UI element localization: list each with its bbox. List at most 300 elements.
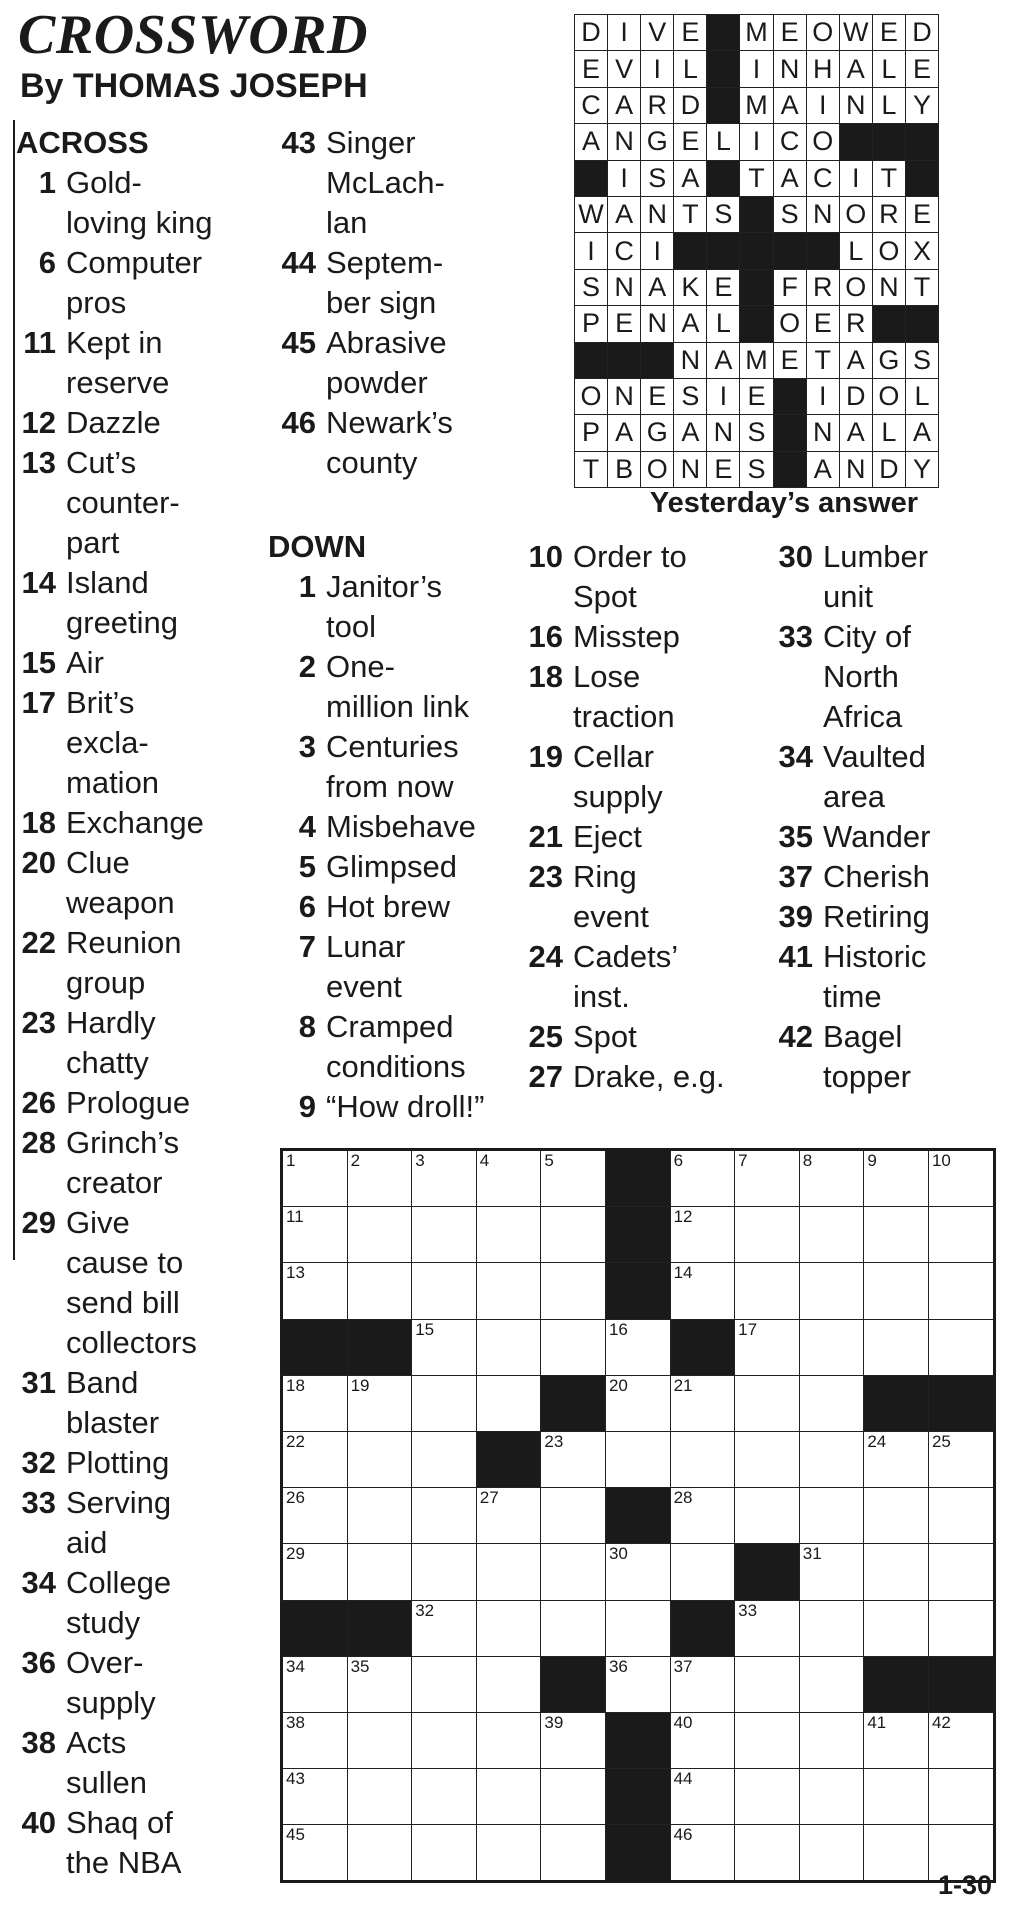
clue-number: 14 — [21, 565, 56, 600]
grid-cell[interactable] — [670, 1825, 735, 1882]
grid-cell[interactable] — [412, 1207, 477, 1263]
clue-line: Cellar — [573, 739, 654, 774]
yesterday-letter-cell: I — [806, 378, 839, 414]
black-cell — [282, 1319, 348, 1375]
grid-cell[interactable] — [928, 1544, 994, 1600]
cell-number: 11 — [286, 1207, 304, 1227]
yesterday-letter-cell: E — [740, 378, 773, 414]
yesterday-letter-cell: A — [575, 124, 608, 160]
yesterday-letter-cell: E — [608, 306, 641, 342]
yesterday-black-cell — [641, 342, 674, 378]
cell-number: 5 — [544, 1151, 554, 1170]
grid-cell[interactable] — [735, 1488, 800, 1544]
clue-text — [823, 897, 930, 937]
yesterday-letter-cell: A — [641, 269, 674, 305]
clue-line: Abrasive — [326, 325, 447, 360]
grid-cell[interactable] — [476, 1319, 541, 1375]
black-cell — [735, 1544, 800, 1600]
grid-cell[interactable] — [412, 1150, 477, 1207]
grid-cell[interactable] — [476, 1263, 541, 1319]
yesterday-black-cell — [740, 269, 773, 305]
grid-cell[interactable] — [670, 1712, 735, 1768]
yesterday-letter-cell: S — [740, 415, 773, 451]
grid-cell[interactable] — [282, 1769, 348, 1825]
grid-cell[interactable] — [864, 1431, 929, 1487]
across-heading: ACROSS — [16, 125, 149, 160]
yesterday-letter-cell: N — [806, 196, 839, 232]
grid-cell[interactable] — [735, 1263, 800, 1319]
yesterday-letter-cell: A — [806, 451, 839, 487]
clue-number: 40 — [21, 1805, 56, 1840]
clue-line: from now — [326, 769, 454, 804]
grid-cell[interactable] — [735, 1600, 800, 1656]
grid-cell[interactable] — [282, 1488, 348, 1544]
cell-number: 40 — [673, 1712, 693, 1732]
grid-cell[interactable] — [541, 1825, 606, 1882]
grid-cell[interactable] — [735, 1319, 800, 1375]
grid-cell[interactable] — [605, 1544, 670, 1600]
yesterday-letter-cell: G — [641, 124, 674, 160]
grid-cell[interactable] — [541, 1263, 606, 1319]
yesterday-black-cell — [872, 124, 905, 160]
clue-line: Reunion — [66, 925, 182, 960]
clue-line: blaster — [66, 1405, 160, 1440]
cell-number: 12 — [673, 1207, 693, 1227]
yesterday-letter-cell: K — [674, 269, 707, 305]
grid-cell[interactable] — [670, 1769, 735, 1825]
clue-line: Retiring — [823, 899, 930, 934]
grid-cell[interactable] — [735, 1375, 800, 1431]
cell-number: 38 — [286, 1712, 305, 1732]
grid-cell[interactable] — [799, 1600, 864, 1656]
clue-line: City of — [823, 619, 911, 654]
clue-line: Dazzle — [66, 405, 161, 440]
grid-cell[interactable] — [541, 1150, 606, 1207]
grid-cell[interactable] — [476, 1150, 541, 1207]
grid-cell[interactable] — [735, 1656, 800, 1712]
clue-text — [66, 403, 161, 443]
cell-number: 7 — [738, 1151, 748, 1170]
grid-cell[interactable] — [799, 1375, 864, 1431]
grid-cell[interactable] — [347, 1488, 412, 1544]
grid-cell[interactable] — [476, 1825, 541, 1882]
clue-text — [66, 1483, 171, 1563]
clue-text — [326, 323, 447, 403]
clue-text — [326, 647, 469, 727]
grid-cell[interactable] — [799, 1769, 864, 1825]
clue-line: million link — [326, 689, 469, 724]
grid-cell[interactable] — [412, 1600, 477, 1656]
yesterday-letter-cell: T — [575, 451, 608, 487]
grid-cell[interactable] — [412, 1769, 477, 1825]
grid-cell[interactable] — [928, 1431, 994, 1487]
yesterday-letter-cell: D — [674, 87, 707, 123]
cell-number: 1 — [286, 1151, 296, 1170]
black-cell — [541, 1375, 606, 1431]
grid-cell[interactable] — [864, 1319, 929, 1375]
grid-cell[interactable] — [928, 1263, 994, 1319]
grid-cell[interactable] — [347, 1207, 412, 1263]
clue-text — [573, 857, 649, 937]
clue-number: 7 — [298, 929, 316, 964]
clue-line: excla- — [66, 725, 149, 760]
cell-number: 41 — [867, 1712, 887, 1732]
yesterday-letter-cell: O — [806, 15, 839, 51]
grid-cell[interactable] — [347, 1712, 412, 1768]
grid-cell[interactable] — [928, 1600, 994, 1656]
grid-cell[interactable] — [735, 1150, 800, 1207]
grid-cell[interactable] — [799, 1656, 864, 1712]
grid-cell[interactable] — [412, 1375, 477, 1431]
grid-cell[interactable] — [928, 1319, 994, 1375]
cell-number: 13 — [286, 1263, 305, 1283]
grid-cell[interactable] — [670, 1263, 735, 1319]
grid-cell[interactable] — [928, 1712, 994, 1768]
clue-number: 6 — [38, 245, 56, 280]
yesterday-black-cell — [740, 196, 773, 232]
yesterday-letter-cell: O — [872, 378, 905, 414]
yesterday-letter-cell: Y — [905, 87, 938, 123]
clue-line: Brit’s — [66, 685, 135, 720]
clue-line: the NBA — [66, 1845, 182, 1880]
grid-cell[interactable] — [864, 1150, 929, 1207]
yesterday-letter-cell: M — [740, 15, 773, 51]
clue-number: 19 — [528, 739, 563, 774]
clue-line: Over- — [66, 1645, 144, 1680]
clue-number: 13 — [21, 445, 56, 480]
yesterday-letter-cell: N — [872, 269, 905, 305]
grid-cell[interactable] — [605, 1656, 670, 1712]
grid-cell[interactable] — [412, 1488, 477, 1544]
clue-number: 3 — [298, 729, 316, 764]
grid-cell[interactable] — [282, 1712, 348, 1768]
grid-cell[interactable] — [670, 1656, 735, 1712]
clue-line: Grinch’s — [66, 1125, 180, 1160]
grid-cell[interactable] — [864, 1263, 929, 1319]
clue-line: Computer — [66, 245, 203, 280]
clue-line: aid — [66, 1525, 108, 1560]
yesterday-letter-cell: D — [839, 378, 872, 414]
grid-cell[interactable] — [799, 1544, 864, 1600]
yesterday-letter-cell: S — [575, 269, 608, 305]
grid-cell[interactable] — [412, 1544, 477, 1600]
clue-line: Janitor’s — [326, 569, 443, 604]
yesterday-letter-cell: B — [608, 451, 641, 487]
grid-cell[interactable] — [412, 1712, 477, 1768]
clue-text — [823, 857, 930, 897]
clue-text — [823, 537, 928, 617]
grid-cell[interactable] — [605, 1319, 670, 1375]
grid-cell[interactable] — [476, 1769, 541, 1825]
grid-cell[interactable] — [799, 1431, 864, 1487]
grid-cell[interactable] — [476, 1207, 541, 1263]
yesterday-letter-cell: R — [872, 196, 905, 232]
grid-cell[interactable] — [412, 1431, 477, 1487]
grid-cell[interactable] — [928, 1488, 994, 1544]
clue-line: Septem- — [326, 245, 444, 280]
cell-number: 39 — [544, 1712, 564, 1732]
grid-cell[interactable] — [605, 1600, 670, 1656]
grid-cell[interactable] — [541, 1544, 606, 1600]
grid-cell[interactable] — [347, 1656, 412, 1712]
yesterday-letter-cell: O — [839, 196, 872, 232]
grid-cell[interactable] — [541, 1319, 606, 1375]
clue-line: Shaq of — [66, 1805, 173, 1840]
yesterday-letter-cell: Y — [905, 451, 938, 487]
grid-cell[interactable] — [670, 1150, 735, 1207]
clue-number: 29 — [21, 1205, 56, 1240]
grid-cell[interactable] — [799, 1207, 864, 1263]
yesterday-letter-cell: N — [608, 124, 641, 160]
grid-cell[interactable] — [541, 1712, 606, 1768]
grid-cell[interactable] — [799, 1319, 864, 1375]
clue-line: Africa — [823, 699, 903, 734]
grid-cell[interactable] — [670, 1544, 735, 1600]
clue-line: county — [326, 445, 418, 480]
black-cell — [347, 1600, 412, 1656]
grid-cell[interactable] — [282, 1263, 348, 1319]
grid-cell[interactable] — [476, 1656, 541, 1712]
yesterday-letter-cell: V — [608, 51, 641, 87]
cell-number: 25 — [931, 1431, 951, 1451]
grid-cell[interactable] — [670, 1488, 735, 1544]
grid-cell[interactable] — [282, 1150, 348, 1207]
grid-cell[interactable] — [864, 1600, 929, 1656]
yesterday-letter-cell: S — [674, 378, 707, 414]
clue-number: 34 — [778, 739, 813, 774]
yesterday-letter-cell: T — [674, 196, 707, 232]
clue-number: 16 — [528, 619, 563, 654]
grid-cell[interactable] — [282, 1656, 348, 1712]
grid-cell[interactable] — [282, 1375, 348, 1431]
cell-number: 15 — [415, 1319, 435, 1339]
yesterday-letter-cell: E — [674, 124, 707, 160]
clue-line: Wander — [823, 819, 931, 854]
grid-cell[interactable] — [735, 1712, 800, 1768]
black-cell — [476, 1431, 541, 1487]
grid-cell[interactable] — [928, 1207, 994, 1263]
clue-line: group — [66, 965, 146, 1000]
grid-cell[interactable] — [412, 1319, 477, 1375]
grid-cell[interactable] — [412, 1825, 477, 1882]
clue-text — [573, 1057, 725, 1097]
grid-cell[interactable] — [928, 1769, 994, 1825]
yesterday-letter-cell: O — [872, 233, 905, 269]
yesterday-letter-cell: I — [575, 233, 608, 269]
grid-cell[interactable] — [541, 1600, 606, 1656]
yesterday-black-cell — [575, 342, 608, 378]
yesterday-letter-cell: N — [839, 87, 872, 123]
clue-line: event — [326, 969, 402, 1004]
yesterday-letter-cell: L — [905, 378, 938, 414]
grid-cell[interactable] — [541, 1488, 606, 1544]
clue-number: 18 — [21, 805, 56, 840]
clue-text — [573, 617, 680, 657]
cell-number: 35 — [350, 1656, 370, 1676]
clue-text — [573, 1017, 637, 1057]
grid-cell[interactable] — [541, 1207, 606, 1263]
clue-line: Centuries — [326, 729, 459, 764]
grid-cell[interactable] — [864, 1712, 929, 1768]
clue-line: chatty — [66, 1045, 149, 1080]
clue-text — [326, 847, 457, 887]
cell-number: 30 — [608, 1544, 628, 1564]
yesterday-letter-cell: I — [839, 160, 872, 196]
grid-cell[interactable] — [347, 1769, 412, 1825]
clue-number: 37 — [778, 859, 813, 894]
clue-number: 21 — [528, 819, 563, 854]
grid-cell[interactable] — [670, 1375, 735, 1431]
yesterday-letter-cell: G — [641, 415, 674, 451]
grid-cell[interactable] — [476, 1488, 541, 1544]
cell-number: 28 — [673, 1488, 693, 1508]
grid-cell[interactable] — [476, 1600, 541, 1656]
grid-cell[interactable] — [928, 1150, 994, 1207]
black-cell — [605, 1150, 670, 1207]
yesterday-letter-cell: E — [707, 269, 740, 305]
grid-cell[interactable] — [282, 1544, 348, 1600]
clue-line: Newark’s — [326, 405, 453, 440]
grid-cell[interactable] — [282, 1207, 348, 1263]
yesterday-black-cell — [740, 233, 773, 269]
clue-line: Cut’s — [66, 445, 137, 480]
yesterday-letter-cell: R — [839, 306, 872, 342]
grid-cell[interactable] — [605, 1431, 670, 1487]
clue-text — [66, 243, 202, 323]
grid-cell[interactable] — [541, 1431, 606, 1487]
yesterday-answer-grid — [574, 14, 939, 488]
yesterday-letter-cell: E — [806, 306, 839, 342]
clue-text — [823, 737, 926, 817]
grid-cell[interactable] — [347, 1263, 412, 1319]
grid-cell[interactable] — [347, 1150, 412, 1207]
yesterday-letter-cell: N — [839, 451, 872, 487]
clue-text — [326, 927, 405, 1007]
clue-line: Hot brew — [326, 889, 451, 924]
clue-number: 36 — [21, 1645, 56, 1680]
grid-cell[interactable] — [864, 1769, 929, 1825]
grid-cell[interactable] — [476, 1544, 541, 1600]
clue-line: study — [66, 1605, 141, 1640]
yesterday-letter-cell: O — [641, 451, 674, 487]
clue-line: collectors — [66, 1325, 197, 1360]
yesterday-letter-cell: O — [575, 378, 608, 414]
clue-line: Gold- — [66, 165, 142, 200]
clue-text — [326, 887, 450, 927]
grid-cell[interactable] — [347, 1375, 412, 1431]
clue-number: 11 — [23, 325, 56, 360]
yesterday-letter-cell: S — [773, 196, 806, 232]
grid-cell[interactable] — [799, 1825, 864, 1882]
clue-line: McLach- — [326, 165, 445, 200]
grid-cell[interactable] — [670, 1207, 735, 1263]
grid-cell[interactable] — [735, 1431, 800, 1487]
clue-text — [326, 807, 476, 847]
clue-number: 6 — [298, 889, 316, 924]
grid-cell[interactable] — [347, 1825, 412, 1882]
clue-line: Band — [66, 1365, 139, 1400]
clue-text — [66, 1003, 156, 1083]
grid-cell[interactable] — [282, 1825, 348, 1882]
clue-line: Prologue — [66, 1085, 191, 1120]
yesterday-black-cell — [773, 451, 806, 487]
clue-line: mation — [66, 765, 160, 800]
grid-cell[interactable] — [412, 1656, 477, 1712]
grid-cell[interactable] — [799, 1150, 864, 1207]
yesterday-letter-cell: L — [872, 415, 905, 451]
grid-cell[interactable] — [541, 1769, 606, 1825]
clue-line: traction — [573, 699, 675, 734]
clue-number: 23 — [528, 859, 563, 894]
yesterday-letter-cell: S — [740, 451, 773, 487]
clue-line: sullen — [66, 1765, 147, 1800]
yesterday-letter-cell: G — [872, 342, 905, 378]
yesterday-answer-label: Yesterday’s answer — [649, 487, 919, 519]
clue-number: 15 — [21, 645, 56, 680]
grid-cell[interactable] — [799, 1263, 864, 1319]
grid-cell[interactable] — [799, 1488, 864, 1544]
grid-cell[interactable] — [347, 1431, 412, 1487]
clue-number: 33 — [21, 1485, 56, 1520]
clue-number: 43 — [281, 125, 316, 160]
yesterday-letter-cell: N — [608, 378, 641, 414]
grid-cell[interactable] — [864, 1207, 929, 1263]
grid-cell[interactable] — [735, 1769, 800, 1825]
clue-line: Drake, e.g. — [573, 1059, 725, 1094]
clue-line: Ring — [573, 859, 637, 894]
clue-text — [66, 643, 104, 683]
yesterday-letter-cell: L — [707, 124, 740, 160]
clue-number: 46 — [281, 405, 316, 440]
clue-line: ber sign — [326, 285, 437, 320]
grid-cell[interactable] — [347, 1544, 412, 1600]
clue-text — [573, 737, 663, 817]
black-cell — [605, 1207, 670, 1263]
grid-cell[interactable] — [670, 1431, 735, 1487]
grid-cell[interactable] — [864, 1825, 929, 1882]
grid-cell[interactable] — [476, 1712, 541, 1768]
cell-number: 19 — [350, 1375, 370, 1395]
clue-line: reserve — [66, 365, 170, 400]
clue-text — [326, 403, 453, 483]
yesterday-letter-cell: E — [905, 196, 938, 232]
yesterday-letter-cell: T — [740, 160, 773, 196]
grid-cell[interactable] — [605, 1375, 670, 1431]
cell-number: 29 — [286, 1544, 305, 1564]
grid-cell[interactable] — [476, 1375, 541, 1431]
clue-text — [326, 1007, 466, 1087]
black-cell — [605, 1825, 670, 1882]
clue-text — [66, 803, 204, 843]
grid-cell[interactable] — [282, 1431, 348, 1487]
clue-line: part — [66, 525, 120, 560]
grid-cell[interactable] — [412, 1263, 477, 1319]
grid-cell[interactable] — [799, 1712, 864, 1768]
yesterday-black-cell — [707, 233, 740, 269]
grid-cell[interactable] — [735, 1825, 800, 1882]
grid-cell[interactable] — [864, 1544, 929, 1600]
grid-cell[interactable] — [735, 1207, 800, 1263]
yesterday-letter-cell: A — [707, 342, 740, 378]
yesterday-letter-cell: S — [707, 196, 740, 232]
clue-line: College — [66, 1565, 172, 1600]
grid-cell[interactable] — [864, 1488, 929, 1544]
yesterday-letter-cell: N — [674, 342, 707, 378]
clue-line: powder — [326, 365, 428, 400]
yesterday-black-cell — [905, 124, 938, 160]
yesterday-black-cell — [707, 87, 740, 123]
yesterday-black-cell — [707, 51, 740, 87]
